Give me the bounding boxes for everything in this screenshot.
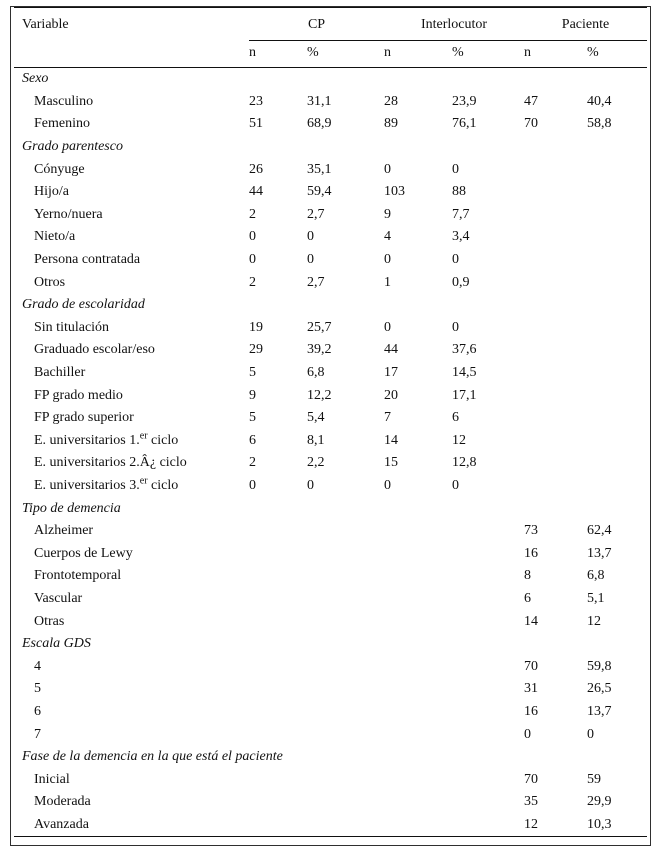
cell-value: 7,7: [452, 206, 470, 222]
cell-value: 44: [249, 184, 263, 200]
cell-value: [524, 430, 587, 453]
cell-value: 26: [249, 161, 263, 177]
section-title: Tipo de demencia: [22, 500, 121, 516]
cell-value: 10,3: [587, 816, 612, 832]
cell-value: [587, 452, 647, 475]
column-group-interlocutor: Interlocutor: [384, 8, 524, 41]
cell-value: 13,7: [587, 703, 612, 719]
section-title-row: [14, 746, 647, 769]
cell-value: 5,1: [587, 590, 605, 606]
row-label: Yerno/nuera: [34, 206, 103, 222]
cell-value: 5: [249, 365, 256, 381]
cell-value: 7: [384, 410, 391, 426]
table-row: [14, 271, 647, 294]
cell-value: 0: [384, 319, 391, 335]
cell-value: [587, 475, 647, 498]
row-label: Sin titulación: [34, 319, 110, 335]
section-title-row: [14, 497, 647, 520]
cell-value: 0: [452, 319, 459, 335]
row-label: Hijo/a: [34, 184, 69, 200]
cell-value: [524, 407, 587, 430]
cell-value: [587, 407, 647, 430]
cell-value: [384, 588, 452, 611]
cell-value: 88: [452, 184, 466, 200]
section-title: Grado parentesco: [22, 139, 123, 155]
row-label: Persona contratada: [34, 252, 141, 268]
cell-value: [587, 204, 647, 227]
cell-value: [452, 565, 524, 588]
cell-value: 59,4: [307, 184, 332, 200]
row-label: Bachiller: [34, 365, 86, 381]
cell-value: 0,9: [452, 274, 470, 290]
cell-value: [384, 791, 452, 814]
cell-value: [524, 249, 587, 272]
section-title-row: [14, 633, 647, 656]
cell-value: 23,9: [452, 93, 477, 109]
cell-value: [307, 542, 384, 565]
row-label: Nieto/a: [34, 229, 76, 245]
table-row: [14, 542, 647, 565]
cell-value: [524, 158, 587, 181]
cell-value: [452, 701, 524, 724]
cell-value: [587, 317, 647, 340]
cell-value: [524, 475, 587, 498]
row-label: FP grado superior: [34, 410, 134, 426]
column-header-pct-paciente: %: [587, 41, 647, 68]
row-label: Vascular: [34, 590, 83, 606]
cell-value: [384, 814, 452, 837]
cell-value: 31: [524, 681, 538, 697]
table-body: [14, 68, 647, 837]
cell-value: 17: [384, 365, 398, 381]
cell-value: 14: [524, 613, 538, 629]
cell-value: [249, 678, 307, 701]
cell-value: 0: [249, 252, 256, 268]
row-label: Frontotemporal: [34, 568, 122, 584]
table-row: [14, 204, 647, 227]
cell-value: 70: [524, 658, 538, 674]
table-row: [14, 226, 647, 249]
table-row: [14, 610, 647, 633]
column-header-variable: Variable: [14, 8, 249, 68]
cell-value: [384, 701, 452, 724]
cell-value: 0: [524, 726, 531, 742]
cell-value: [452, 520, 524, 543]
cell-value: [452, 610, 524, 633]
cell-value: 14: [384, 432, 398, 448]
cell-value: [452, 678, 524, 701]
cell-value: 25,7: [307, 319, 332, 335]
paper-table-frame: [10, 6, 651, 846]
row-label: E. universitarios 3.$^{er}$ ciclo: [34, 475, 179, 493]
row-label: 6: [34, 703, 41, 719]
cell-value: [587, 339, 647, 362]
cell-value: [587, 226, 647, 249]
cell-value: [524, 271, 587, 294]
group-header-row: [14, 8, 647, 41]
cell-value: [587, 384, 647, 407]
cell-value: [524, 339, 587, 362]
table-row: [14, 655, 647, 678]
cell-value: 6,8: [587, 568, 605, 584]
cell-value: [452, 814, 524, 837]
cell-value: [307, 565, 384, 588]
cell-value: 0: [307, 252, 314, 268]
table-row: [14, 91, 647, 114]
cell-value: 70: [524, 116, 538, 132]
cell-value: [452, 542, 524, 565]
cell-value: 76,1: [452, 116, 477, 132]
cell-value: 6,8: [307, 365, 325, 381]
cell-value: [249, 791, 307, 814]
cell-value: 0: [307, 229, 314, 245]
column-group-cp: CP: [249, 8, 384, 41]
section-title: Fase de la demencia en la que está el paciente: [22, 749, 283, 765]
section-title-row: [14, 68, 647, 91]
row-label: Avanzada: [34, 816, 89, 832]
row-label: Cónyuge: [34, 161, 85, 177]
cell-value: [524, 204, 587, 227]
cell-value: 26,5: [587, 681, 612, 697]
cell-value: 2,2: [307, 455, 325, 471]
cell-value: [384, 655, 452, 678]
cell-value: [249, 588, 307, 611]
cell-value: [249, 768, 307, 791]
table-row: [14, 588, 647, 611]
cell-value: [307, 588, 384, 611]
cell-value: [384, 610, 452, 633]
cell-value: 2,7: [307, 206, 325, 222]
cell-value: [249, 520, 307, 543]
row-label: FP grado medio: [34, 387, 123, 403]
cell-value: [249, 565, 307, 588]
cell-value: 39,2: [307, 342, 332, 358]
table-row: [14, 723, 647, 746]
cell-value: 5: [249, 410, 256, 426]
row-label: Cuerpos de Lewy: [34, 545, 133, 561]
cell-value: [307, 520, 384, 543]
cell-value: 1: [384, 274, 391, 290]
row-label: Femenino: [34, 116, 90, 132]
cell-value: 6: [249, 432, 256, 448]
cell-value: [452, 791, 524, 814]
cell-value: [524, 181, 587, 204]
superscript: er: [139, 475, 148, 487]
table-header: [14, 8, 647, 68]
table-row: [14, 520, 647, 543]
cell-value: [452, 655, 524, 678]
column-group-paciente: Paciente: [524, 8, 647, 41]
cell-value: 5,4: [307, 410, 325, 426]
cell-value: 68,9: [307, 116, 332, 132]
cell-value: [307, 791, 384, 814]
cell-value: [384, 768, 452, 791]
row-label: Alzheimer: [34, 523, 94, 539]
table-row: [14, 339, 647, 362]
cell-value: 73: [524, 523, 538, 539]
section-title: Sexo: [22, 71, 49, 87]
table-row: [14, 113, 647, 136]
cell-value: [587, 181, 647, 204]
cell-value: [384, 520, 452, 543]
cell-value: 4: [384, 229, 391, 245]
cell-value: 28: [384, 93, 398, 109]
table-row: [14, 791, 647, 814]
cell-value: [384, 678, 452, 701]
cell-value: [307, 655, 384, 678]
cell-value: 13,7: [587, 545, 612, 561]
cell-value: [524, 226, 587, 249]
cell-value: 0: [384, 252, 391, 268]
table-row: [14, 814, 647, 837]
section-title: Escala GDS: [22, 636, 91, 652]
cell-value: 15: [384, 455, 398, 471]
cell-value: 16: [524, 545, 538, 561]
cell-value: [524, 452, 587, 475]
section-title-row: [14, 294, 647, 317]
cell-value: [307, 723, 384, 746]
cell-value: 2: [249, 274, 256, 290]
cell-value: 2: [249, 455, 256, 471]
table-row: [14, 701, 647, 724]
cell-value: 59,8: [587, 658, 612, 674]
cell-value: 44: [384, 342, 398, 358]
cell-value: 0: [452, 161, 459, 177]
column-header-pct-cp: %: [307, 41, 384, 68]
table-row: [14, 452, 647, 475]
cell-value: 0: [249, 229, 256, 245]
cell-value: 2,7: [307, 274, 325, 290]
row-label: 5: [34, 681, 41, 697]
cell-value: [307, 701, 384, 724]
table-row: [14, 430, 647, 453]
cell-value: 14,5: [452, 365, 477, 381]
row-label: Otras: [34, 613, 65, 629]
table-row: [14, 181, 647, 204]
cell-value: 29: [249, 342, 263, 358]
cell-value: [384, 723, 452, 746]
cell-value: [307, 610, 384, 633]
cell-value: 0: [249, 477, 256, 493]
cell-value: [307, 678, 384, 701]
section-title-row: [14, 136, 647, 159]
cell-value: 20: [384, 387, 398, 403]
cell-value: [587, 362, 647, 385]
cell-value: [587, 271, 647, 294]
row-label: E. universitarios 1.$^{er}$ ciclo: [34, 430, 179, 448]
cell-value: 47: [524, 93, 538, 109]
cell-value: 6: [524, 590, 531, 606]
row-label: Moderada: [34, 794, 91, 810]
cell-value: [249, 655, 307, 678]
row-label: 7: [34, 726, 41, 742]
cell-value: [524, 384, 587, 407]
row-label: 4: [34, 658, 41, 674]
cell-value: [587, 249, 647, 272]
table-row: [14, 362, 647, 385]
cell-value: 12: [452, 432, 466, 448]
cell-value: 16: [524, 703, 538, 719]
cell-value: [249, 814, 307, 837]
row-label: Inicial: [34, 771, 70, 787]
cell-value: 12,8: [452, 455, 477, 471]
cell-value: 0: [587, 726, 594, 742]
cell-value: 0: [384, 477, 391, 493]
section-title: Grado de escolaridad: [22, 297, 145, 313]
cell-value: 23: [249, 93, 263, 109]
table-row: [14, 158, 647, 181]
cell-value: [524, 362, 587, 385]
cell-value: 17,1: [452, 387, 477, 403]
statistics-table: [14, 7, 647, 837]
cell-value: 0: [452, 477, 459, 493]
column-header-pct-interlocutor: %: [452, 41, 524, 68]
cell-value: [249, 610, 307, 633]
cell-value: 89: [384, 116, 398, 132]
cell-value: [524, 317, 587, 340]
column-header-n-cp: n: [249, 41, 307, 68]
column-header-n-paciente: n: [524, 41, 587, 68]
cell-value: [452, 768, 524, 791]
cell-value: 70: [524, 771, 538, 787]
cell-value: 19: [249, 319, 263, 335]
table-row: [14, 407, 647, 430]
cell-value: 29,9: [587, 794, 612, 810]
cell-value: 59: [587, 771, 601, 787]
superscript: er: [139, 430, 148, 442]
cell-value: 62,4: [587, 523, 612, 539]
cell-value: 2: [249, 206, 256, 222]
cell-value: 37,6: [452, 342, 477, 358]
table-row: [14, 317, 647, 340]
table-row: [14, 678, 647, 701]
cell-value: 3,4: [452, 229, 470, 245]
cell-value: 35,1: [307, 161, 332, 177]
cell-value: [452, 588, 524, 611]
cell-value: [384, 565, 452, 588]
cell-value: 0: [384, 161, 391, 177]
cell-value: 9: [384, 206, 391, 222]
cell-value: [307, 768, 384, 791]
table-row: [14, 475, 647, 498]
cell-value: [249, 723, 307, 746]
cell-value: [307, 814, 384, 837]
cell-value: 40,4: [587, 93, 612, 109]
table-row: [14, 249, 647, 272]
table-row: [14, 565, 647, 588]
cell-value: 103: [384, 184, 405, 200]
cell-value: 51: [249, 116, 263, 132]
cell-value: 12: [524, 816, 538, 832]
cell-value: 8: [524, 568, 531, 584]
cell-value: 6: [452, 410, 459, 426]
row-label: Masculino: [34, 93, 94, 109]
table-row: [14, 384, 647, 407]
cell-value: 0: [452, 252, 459, 268]
row-label: Otros: [34, 274, 66, 290]
cell-value: [587, 158, 647, 181]
cell-value: [249, 701, 307, 724]
cell-value: 8,1: [307, 432, 325, 448]
cell-value: 58,8: [587, 116, 612, 132]
cell-value: [452, 723, 524, 746]
column-header-n-interlocutor: n: [384, 41, 452, 68]
cell-value: 9: [249, 387, 256, 403]
cell-value: 35: [524, 794, 538, 810]
cell-value: [384, 542, 452, 565]
cell-value: 12,2: [307, 387, 332, 403]
table-row: [14, 768, 647, 791]
cell-value: 12: [587, 613, 601, 629]
cell-value: [587, 430, 647, 453]
cell-value: [249, 542, 307, 565]
row-label: Graduado escolar/eso: [34, 342, 155, 358]
row-label: E. universitarios 2.Â¿ ciclo: [34, 455, 187, 471]
cell-value: 0: [307, 477, 314, 493]
cell-value: 31,1: [307, 93, 332, 109]
